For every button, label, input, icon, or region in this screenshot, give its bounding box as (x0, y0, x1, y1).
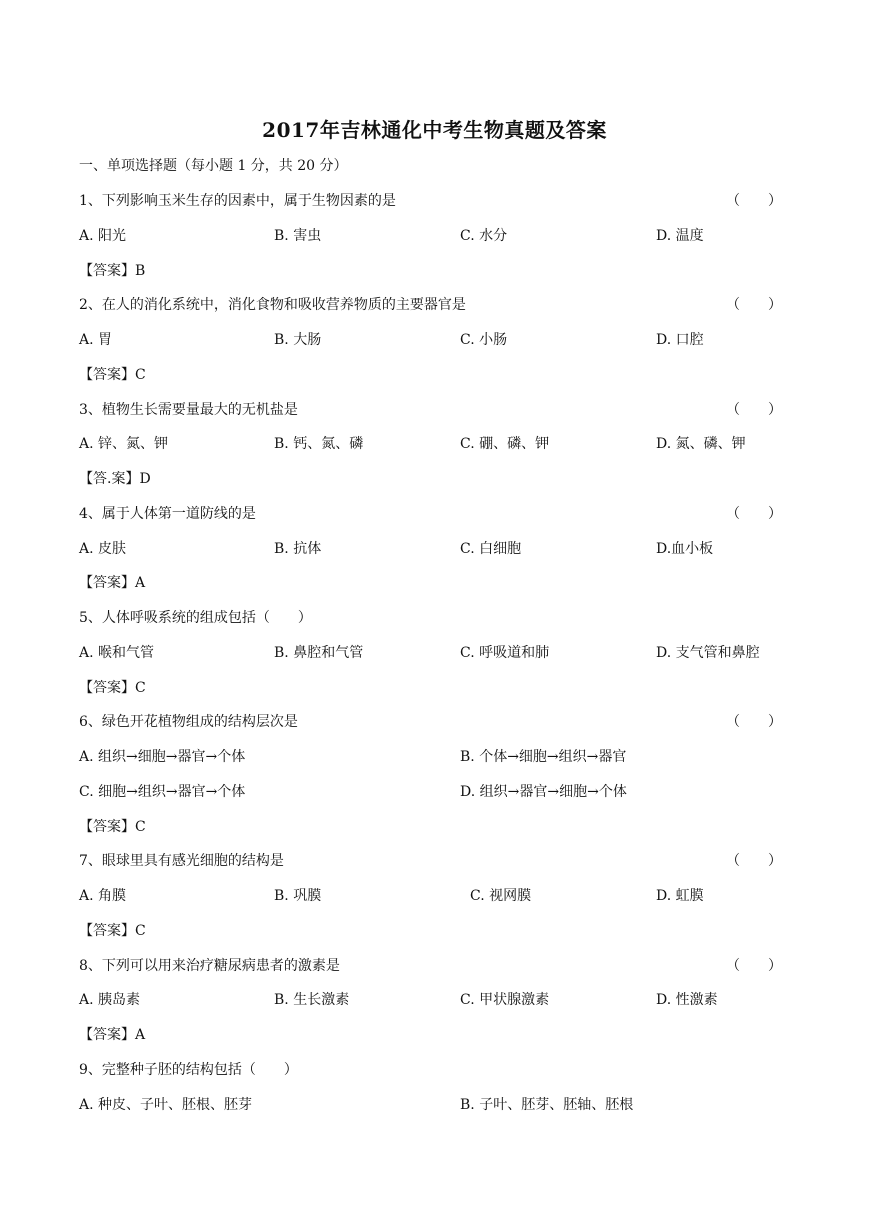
question-5-stem: 5、人体呼吸系统的组成包括（ ） (79, 610, 312, 626)
question-6-option-d: D. 组织→器官→细胞→个体 (460, 784, 627, 800)
question-3-option-d: D. 氮、磷、钾 (656, 436, 746, 452)
question-8-blank: （ ） (726, 958, 782, 974)
question-7-blank: （ ） (726, 853, 782, 869)
question-8-option-c: C. 甲状腺激素 (460, 992, 550, 1008)
question-2-answer: 【答案】C (79, 367, 146, 383)
question-2-option-b: B. 大肠 (274, 332, 322, 348)
question-1-blank: （ ） (726, 193, 782, 209)
question-7-answer: 【答案】C (79, 923, 146, 939)
question-5-option-b: B. 鼻腔和气管 (274, 645, 364, 661)
question-6-option-a: A. 组织→细胞→器官→个体 (79, 749, 246, 765)
question-7-stem: 7、眼球里具有感光细胞的结构是 (79, 853, 284, 869)
question-7-option-b: B. 巩膜 (274, 888, 322, 904)
question-2-option-d: D. 口腔 (656, 332, 704, 348)
question-9-option-a: A. 种皮、子叶、胚根、胚芽 (79, 1097, 253, 1113)
question-3-stem: 3、植物生长需要量最大的无机盐是 (79, 402, 298, 418)
question-2-option-c: C. 小肠 (460, 332, 508, 348)
question-7-option-d: D. 虹膜 (656, 888, 704, 904)
question-5-option-d: D. 支气管和鼻腔 (656, 645, 760, 661)
question-4-blank: （ ） (726, 506, 782, 522)
question-6-blank: （ ） (726, 714, 782, 730)
question-5-answer: 【答案】C (79, 680, 146, 696)
question-4-option-c: C. 白细胞 (460, 541, 522, 557)
question-9-stem: 9、完整种子胚的结构包括（ ） (79, 1062, 298, 1078)
question-2-blank: （ ） (726, 297, 782, 313)
question-5-option-a: A. 喉和气管 (79, 645, 155, 661)
question-5-option-c: C. 呼吸道和肺 (460, 645, 550, 661)
question-8-stem: 8、下列可以用来治疗糖尿病患者的激素是 (79, 958, 340, 974)
question-3-blank: （ ） (726, 402, 782, 418)
question-3-option-b: B. 钙、氮、磷 (274, 436, 364, 452)
question-8-option-a: A. 胰岛素 (79, 992, 141, 1008)
question-4-option-d: D.血小板 (656, 541, 714, 557)
question-3-answer: 【答.案】D (79, 471, 151, 487)
page-title: 2017年吉林通化中考生物真题及答案 (262, 118, 607, 142)
question-1-option-a: A. 阳光 (79, 228, 127, 244)
question-1-option-c: C. 水分 (460, 228, 508, 244)
question-1-option-b: B. 害虫 (274, 228, 322, 244)
question-7-option-c: C. 视网膜 (470, 888, 532, 904)
question-2-option-a: A. 胃 (79, 332, 113, 348)
question-9-option-b: B. 子叶、胚芽、胚轴、胚根 (460, 1097, 634, 1113)
question-3-option-a: A. 锌、氮、钾 (79, 436, 169, 452)
question-1-answer: 【答案】B (79, 263, 146, 279)
question-8-option-d: D. 性激素 (656, 992, 718, 1008)
question-8-answer: 【答案】A (79, 1027, 146, 1043)
section-heading: 一、单项选择题（每小题 1 分，共 20 分） (79, 158, 348, 174)
question-6-stem: 6、绿色开花植物组成的结构层次是 (79, 714, 298, 730)
question-8-option-b: B. 生长激素 (274, 992, 350, 1008)
question-1-option-d: D. 温度 (656, 228, 704, 244)
question-4-answer: 【答案】A (79, 575, 146, 591)
question-6-option-b: B. 个体→细胞→组织→器官 (460, 749, 627, 765)
question-6-answer: 【答案】C (79, 819, 146, 835)
question-2-stem: 2、在人的消化系统中，消化食物和吸收营养物质的主要器官是 (79, 297, 466, 313)
question-4-option-b: B. 抗体 (274, 541, 322, 557)
question-3-option-c: C. 硼、磷、钾 (460, 436, 550, 452)
question-1-stem: 1、下列影响玉米生存的因素中，属于生物因素的是 (79, 193, 396, 209)
question-7-option-a: A. 角膜 (79, 888, 127, 904)
question-4-stem: 4、属于人体第一道防线的是 (79, 506, 256, 522)
question-4-option-a: A. 皮肤 (79, 541, 127, 557)
question-6-option-c: C. 细胞→组织→器官→个体 (79, 784, 246, 800)
